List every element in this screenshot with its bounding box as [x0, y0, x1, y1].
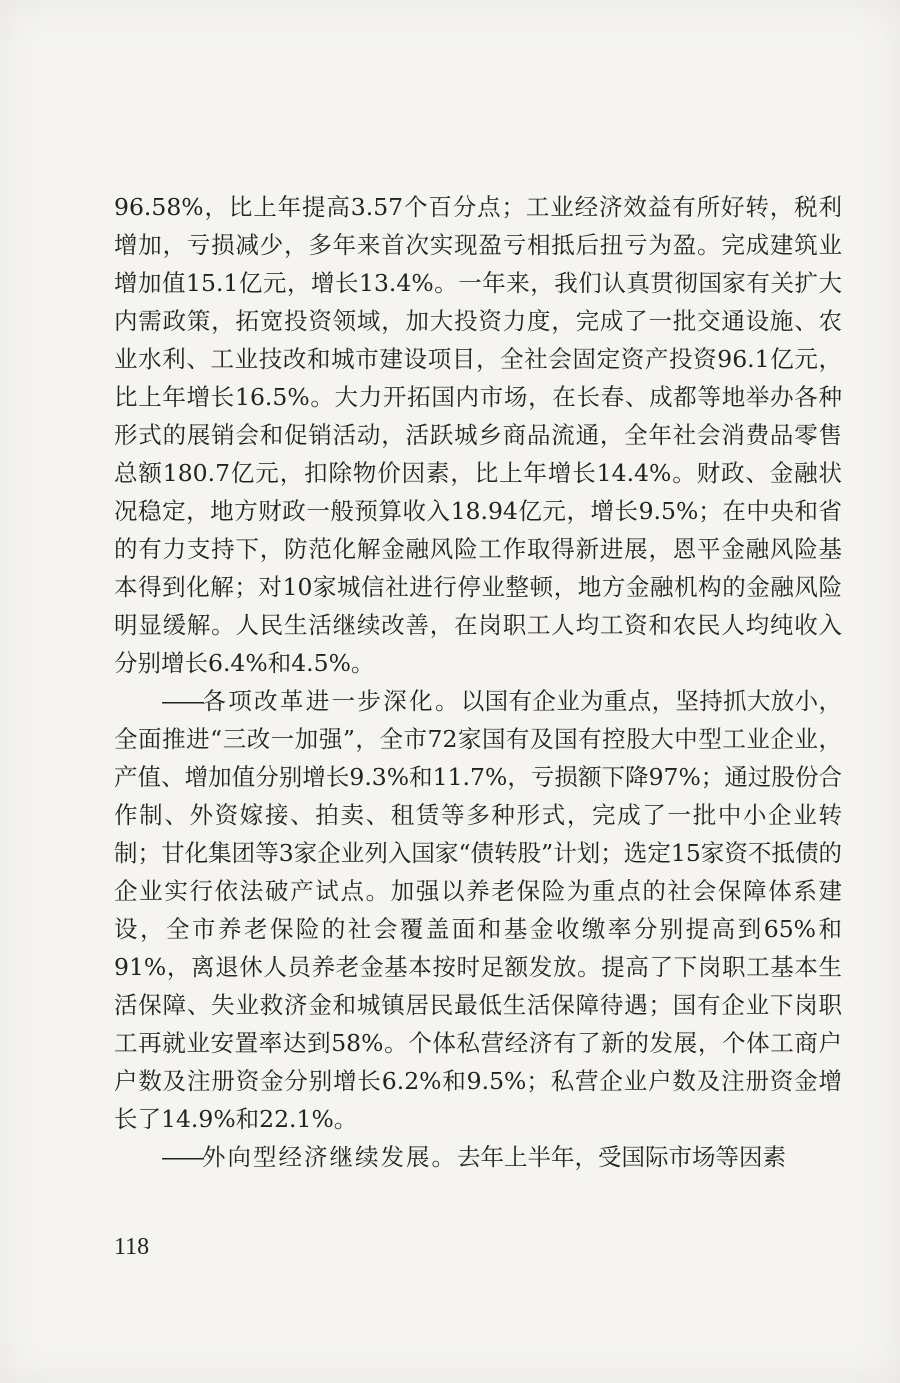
paragraph-1	[114, 188, 842, 682]
body-text	[114, 188, 842, 1176]
paragraph-2	[114, 682, 842, 1138]
paragraph-3-heading: 外向型经济继续发展。	[202, 1143, 457, 1171]
paragraph-2-heading: 各项改革进一步深化。	[202, 687, 461, 715]
paragraph-1-text: 96.58%，比上年提高3.57个百分点；工业经济效益有所好转，税利增加，亏损减少，多年来首次实现盈亏相抵后扭亏为盈。完成建筑业增加值15.1亿元，增长13.4%。一年来，我们认真贯彻国家有关扩大内需政策，拓宽投资领域，加大投资力度，完成了一批交通设施、农业水利、工业技改和城市建设项目，全社会固定资产投资96.1亿元，比上年增长16.5%。大力开拓国内市场，在长春、成都等地举办各种形式的展销会和促销活动，活跃城乡商品流通，全年社会消费品零售总额180.7亿元，扣除物价因素，比上年增长14.4%。财政、金融状况稳定，地方财政一般预算收入18.94亿元，增长9.5%；在中央和省的有力支持下，防范化解金融风险工作取得新进展，恩平金融风险基本得到化解；对10家城信社进行停业整顿，地方金融机构的金融风险明显缓解。人民生活继续改善，在岗职工人均工资和农民人均纯收入分别增长6.4%和4.5%。	[114, 193, 842, 677]
paragraph-2-text: 以国有企业为重点，坚持抓大放小，全面推进“三改一加强”，全市72家国有及国有控股大中型工业企业，产值、增加值分别增长9.3%和11.7%，亏损额下降97%；通过股份合作制、外资嫁接、拍卖、租赁等多种形式，完成了一批中小企业转制；甘化集团等3家企业列入国家“债转股”计划；选定15家资不抵债的企业实行依法破产试点。加强以养老保险为重点的社会保障体系建设，全市养老保险的社会覆盖面和基金收缴率分别提高到65%和91%，离退休人员养老金基本按时足额发放。提高了下岗职工基本生活保障、失业救济金和城镇居民最低生活保障待遇；国有企业下岗职工再就业安置率达到58%。个体私营经济有了新的发展，个体工商户户数及注册资金分别增长6.2%和9.5%；私营企业户数及注册资金增长了14.9%和22.1%。	[114, 687, 843, 1133]
paragraph-2-dash: ——	[161, 687, 202, 715]
paragraph-3	[114, 1138, 842, 1176]
paragraph-3-dash: ——	[161, 1143, 202, 1171]
page-number: 118	[114, 1234, 150, 1260]
paragraph-3-text: 去年上半年，受国际市场等因素	[457, 1143, 786, 1171]
